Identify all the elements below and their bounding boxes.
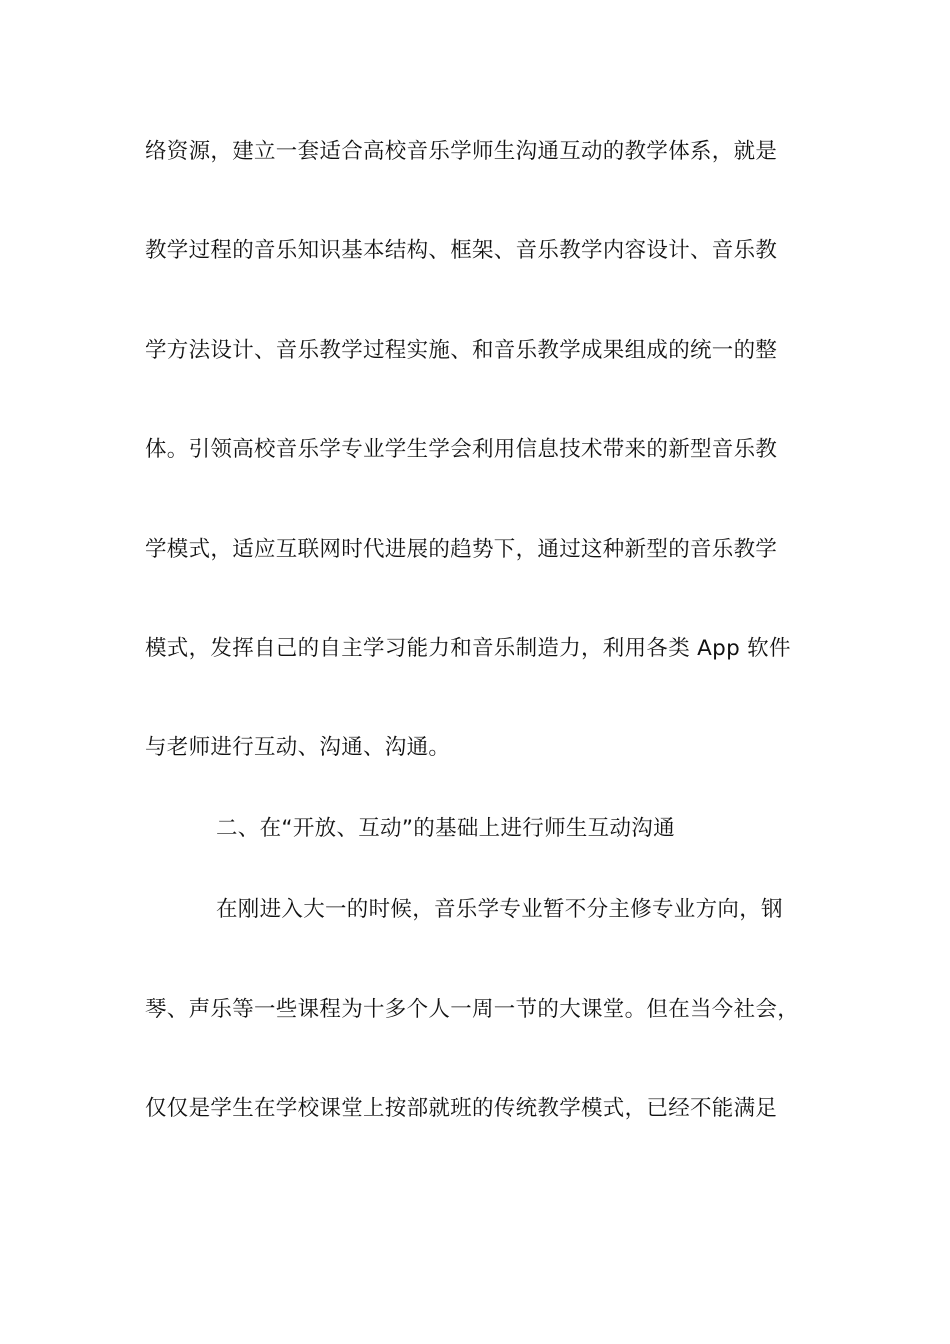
paragraph-line: 络资源，建立一套适合高校音乐学师生沟通互动的教学体系，就是 (145, 139, 778, 164)
section-heading: 二、在“开放、互动”的基础上进行师生互动沟通 (216, 816, 675, 841)
paragraph-line: 模式，发挥自己的自主学习能力和音乐制造力，利用各类 App 软件 (145, 636, 791, 661)
paragraph-line: 体。引领高校音乐学专业学生学会利用信息技术带来的新型音乐教 (145, 437, 778, 462)
paragraph-line: 在刚进入大一的时候，音乐学专业暂不分主修专业方向，钢 (216, 897, 783, 922)
paragraph-line: 与老师进行互动、沟通、沟通。 (145, 735, 451, 760)
paragraph-line: 学模式，适应互联网时代进展的趋势下，通过这种新型的音乐教学 (145, 537, 778, 562)
paragraph-line: 教学过程的音乐知识基本结构、框架、音乐教学内容设计、音乐教 (145, 238, 778, 263)
paragraph-line: 琴、声乐等一些课程为十多个人一周一节的大课堂。但在当今社会， (145, 997, 800, 1022)
paragraph-line: 学方法设计、音乐教学过程实施、和音乐教学成果组成的统一的整 (145, 338, 778, 363)
paragraph-line: 仅仅是学生在学校课堂上按部就班的传统教学模式，已经不能满足 (145, 1096, 778, 1121)
